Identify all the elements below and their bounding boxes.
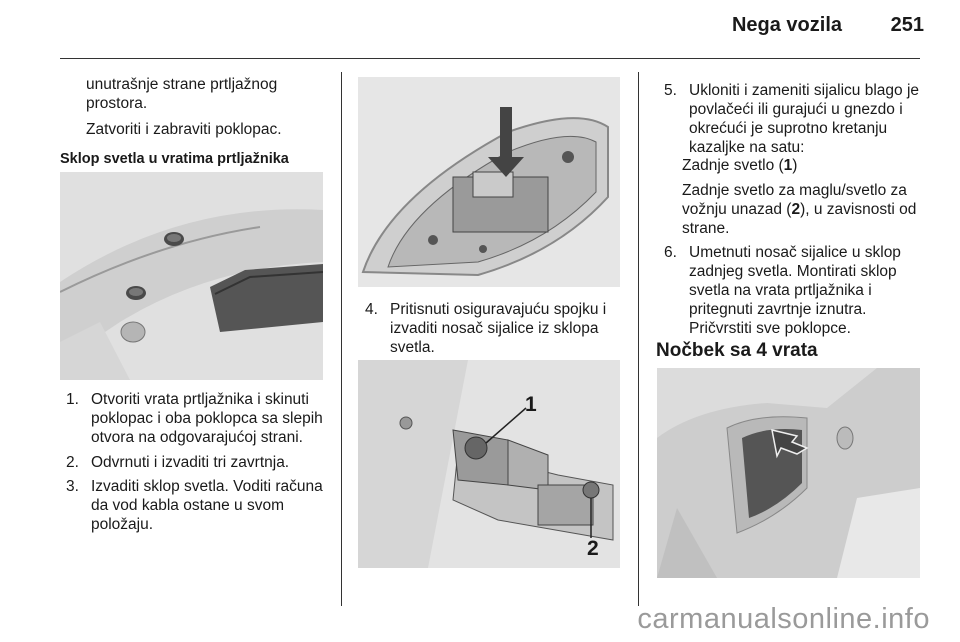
fog-reverse-light-bulb-note: Zadnje svetlo za maglu/svetlo za vožnju unazad (2), u zavisnosti od strane.: [682, 182, 917, 237]
column-separator-left: [341, 72, 342, 606]
step-1: 1. Otvoriti vrata prtljažnika i skinuti poklopac i oba poklopca sa slepih otvora na odgovarajućoj strani.: [66, 391, 323, 446]
intro-line-1: unutrašnje strane prtljažnog: [86, 76, 278, 93]
illustration-tail-light-assembly: [358, 77, 620, 287]
intro-line-2: prostora.: [86, 95, 148, 112]
rear-light-bulb-note: Zadnje svetlo (1): [682, 157, 798, 174]
section-heading-notchback: Nočbek sa 4 vrata: [656, 340, 818, 361]
header-rule: [60, 58, 920, 59]
step-3: 3. Izvaditi sklop svetla. Voditi računa da vod kabla ostane u svom položaju.: [66, 478, 323, 533]
watermark: carmanualsonline.info: [637, 603, 930, 635]
callout-label-2: 2: [587, 537, 599, 560]
illustration-bulb-holder: [358, 360, 620, 568]
page-number: 251: [890, 14, 924, 36]
section-subheading: Sklop svetla u vratima prtljažnika: [60, 151, 289, 167]
step-5: 5. Ukloniti i zameniti sijalicu blago je povlačeći ili gurajući u gnezdo i okrećući je suprotno kretanju kazaljke na satu:: [664, 82, 920, 156]
step-6: 6. Umetnuti nosač sijalice u sklop zadnjeg svetla. Montirati sklop svetla na vrata prtljažnika i pritegnuti zavrtnje iznutra. Pričvrstiti sve poklopce.: [664, 244, 901, 337]
step-4: 4. Pritisnuti osiguravajuću spojku i izvaditi nosač sijalice iz sklopa svetla.: [365, 301, 607, 356]
step-2: 2. Odvrnuti i izvaditi tri zavrtnja.: [66, 454, 290, 471]
column-separator-right: [638, 72, 639, 606]
running-header-title: Nega vozila: [731, 14, 842, 36]
intro-line-3: Zatvoriti i zabraviti poklopac.: [86, 121, 282, 138]
illustration-trunk-lid: [60, 172, 323, 380]
callout-label-1: 1: [525, 393, 537, 416]
illustration-trunk-interior: [657, 368, 920, 578]
